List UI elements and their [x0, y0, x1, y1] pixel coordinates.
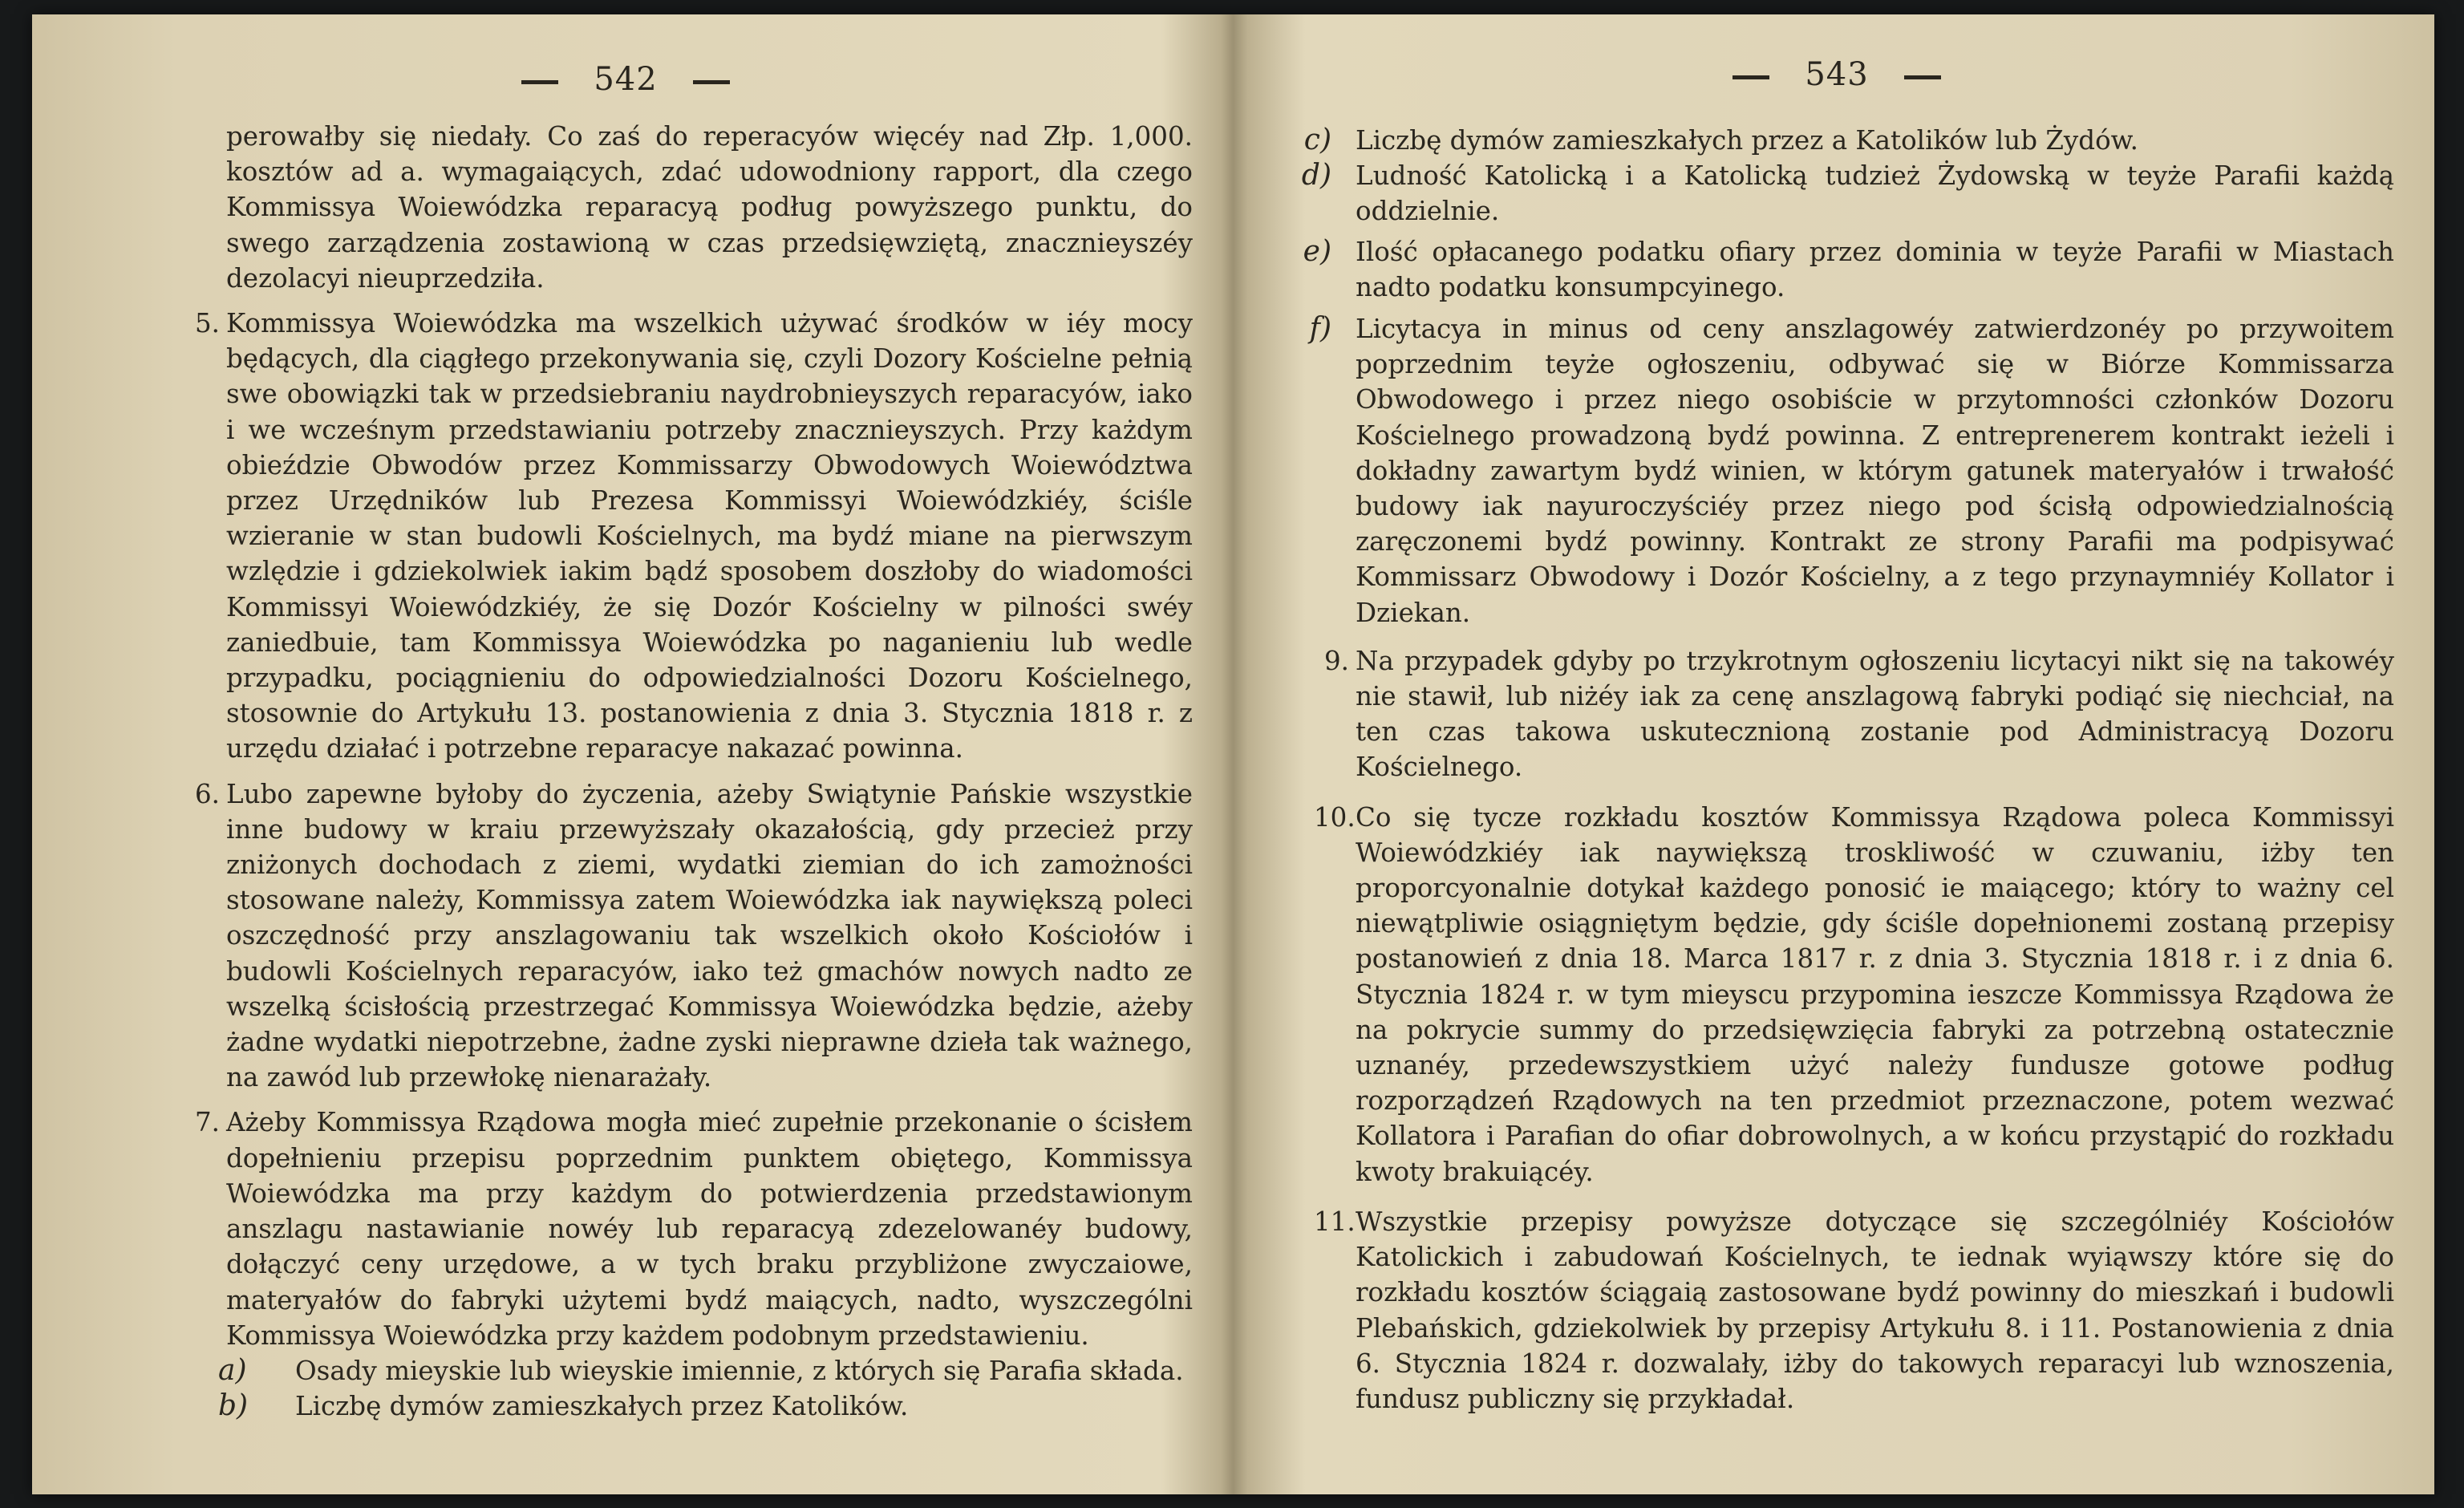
page-number-right — [1239, 56, 2434, 93]
paragraph-number: 7. — [194, 1107, 220, 1138]
paragraph-text: Lubo zapewne byłoby do życzenia, ażeby Swiątynie Pańskie wszystkie inne budowy w kraiu przewyższały okazałością, gdy przecież przy zniżonych dochodach z ziemi, wydatki ziemian do ich zamożności stosowane należy, Kommissya zatem Woiewódzka iak naywiększą poleci oszczędność przy anszlagowaniu tak wszelkich około Kościołów i budowli Kościelnych reparacyów, iako też gmachów nowych nadto ze wszelką ścisłością przestrzegać Kommissya Woiewódzka będzie, ażeby żadne wydatki niepotrzebne, żadne zyski nieprawne dzieła tak ważnego, na zawód lub przewłokę nienarażały. — [226, 778, 1193, 1093]
sub-item-label: f) — [1309, 312, 1331, 346]
dash-ornament — [693, 80, 730, 84]
sub-item-a — [218, 1353, 1193, 1388]
sub-item-label: a) — [218, 1353, 247, 1387]
sub-item-text: Ludność Katolicką i a Katolicką tudzież Żydowską w teyże Parafii każdą oddzielnie. — [1356, 160, 2394, 227]
left-page — [32, 14, 1219, 1494]
sub-item-label: c) — [1303, 124, 1331, 156]
right-page — [1239, 14, 2434, 1494]
paragraph-5 — [194, 306, 1193, 767]
sub-item-text: Liczbę dymów zamieszkałych przez Katolików. — [295, 1391, 909, 1422]
right-page-text — [1301, 123, 2394, 1417]
paragraph-number: 11. — [1314, 1206, 1356, 1237]
paragraph-9 — [1323, 643, 2394, 785]
paragraph-text: Co się tycze rozkładu kosztów Kommissya Rządowa poleca Kommissyi Woiewódzkiéy iak naywiększą troskliwość w czuwaniu, iżby ten proporcyonalnie dotykał każdego ponosić ie maiącego; który to ważny cel niewątpliwie osiągniętym będzie, gdy ściśle dopełnionemi zostaną przepisy postanowień z dnia 18. Marca 1817 r. z dnia 3. Stycznia 1818 r. i z dnia 6. Stycznia 1824 r. w tym mieyscu przypomina ieszcze Kommissya Rządowa że na pokrycie summy do przedsięwzięcia fabryki za potrzebną ostatecznie uznanéy, przedewszystkiem użyć należy fundusze gotowe podług rozporządzeń Rządowych na ten przedmiot przeznaczone, potem wezwać Kollatora i Parafian do ofiar dobrowolnych, a w końcu przystąpić do rozkładu kwoty brakuiącéy. — [1356, 801, 2394, 1187]
dash-ornament — [1732, 75, 1769, 79]
paragraph-number: 10. — [1314, 801, 1356, 833]
paragraph-text: Na przypadek gdyby po trzykrotnym ogłoszeniu licytacyi nikt się na takowéy nie stawił, lub niżéy iak za cenę anszlagową fabryki podiąć się niechciał, na ten czas takowa uskutecznioną zostanie pod Administracyą Dozoru Kościelnego. — [1356, 645, 2394, 783]
sub-item-f — [1309, 311, 2394, 630]
left-page-text — [194, 119, 1193, 1424]
dash-ornament — [1904, 75, 1941, 79]
page-number-left — [32, 61, 1219, 98]
paragraph-text: Wszystkie przepisy powyższe dotyczące się szczególniéy Kościołów Katolickich i zabudowań Kościelnych, te iednak wyiąwszy które się do rozkładu kosztów ściągaią zastosowane bydź powinny do mieszkań i budowli Plebańskich, gdziekolwiek by przepisy Artykułu 8. i 11. Postanowienia z dnia 6. Stycznia 1824 r. dozwalały, iżby do takowych reparacyi lub wznoszenia, fundusz publiczny się przykładał. — [1356, 1206, 2394, 1414]
sub-item-text: Ilość opłacanego podatku ofiary przez dominia w teyże Parafii w Miastach nadto podatku konsumpcyinego. — [1356, 236, 2394, 302]
sub-item-c — [1303, 123, 2394, 158]
paragraph-11 — [1314, 1204, 2394, 1417]
paragraph-text: Kommissya Woiewódzka ma wszelkich używać środków w iéy mocy będących, dla ciągłego przekonywania się, czyli Dozory Kościelne pełnią swe obowiązki tak w przedsiebraniu naydrobnieyszych reparacyów, iako i we wcześnym przedstawianiu potrzeby znacznieyszych. Przy każdym obieździe Obwodów przez Kommissarzy Obwodowych Woiewództwa przez Urzędników lub Prezesa Kommissyi Woiewódzkiéy, ściśle wzieranie w stan budowli Kościelnych, ma bydź miane na pierwszym wzlędzie i gdziekolwiek iakim bądź sposobem doszłoby do wiadomości Kommissyi Woiewódzkiéy, że się Dozór Kościelny w pilności swéy zaniedbuie, tam Kommissya Woiewódzka po naganieniu lub wedle przypadku, pociągnieniu do odpowiedzialności Dozoru Kościelnego, stosownie do Artykułu 13. postanowienia z dnia 3. Stycznia 1818 r. z urzędu działać i potrzebne reparacye nakazać powinna. — [226, 308, 1193, 764]
paragraph-number: 6. — [194, 778, 220, 809]
paragraph-text: Ażeby Kommissya Rządowa mogła mieć zupełnie przekonanie o ścisłem dopełnieniu przepisu poprzednim punktem obiętego, Kommissya Woiewódzka ma przy każdym do potwierdzenia przedstawionym anszlagu nastawianie nowéy lub reparacyą zdezelowanéy budowy, dołączyć ceny urzędowe, a w tych braku przybliżone zwyczaiowe, materyałów do fabryki użytemi bydź maiących, nadto, wyszczególni Kommissya Woiewódzka przy każdem podobnym przedstawieniu. — [226, 1107, 1193, 1351]
sub-item-text: Liczbę dymów zamieszkałych przez a Katolików lub Żydów. — [1356, 125, 2138, 156]
sub-item-b — [218, 1388, 1193, 1424]
page-number-text: 542 — [594, 61, 658, 98]
page-number-text: 543 — [1805, 56, 1869, 93]
sub-item-d — [1301, 158, 2394, 229]
paragraph-text: perowałby się niedały. Co zaś do reperacyów więcéy nad Złp. 1,000. kosztów ad a. wymagaiących, zdać udowodniony rapport, dla czego Kommissya Woiewódzka reparacyą podług powyższego punktu, do swego zarządzenia zostawioną w czas przedsięwziętą, znacznieyszéy dezolacyi nieuprzedziła. — [226, 121, 1193, 294]
paragraph-7 — [194, 1105, 1193, 1352]
book-spread — [32, 14, 2434, 1494]
sub-item-text: Osady mieyskie lub wieyskie imiennie, z których się Parafia składa. — [295, 1355, 1184, 1386]
sub-item-label: d) — [1301, 159, 1331, 193]
paragraph-10 — [1314, 800, 2394, 1190]
sub-item-text: Licytacya in minus od ceny anszlagowéy zatwierdzonéy po przywoitem poprzednim teyże ogłoszeniu, odbywać się w Biórze Kommissarza Obwodowego i przez niego osobiście w przytomności członków Dozoru Kościelnego prowadzoną bydź powinna. Z entreprenerem kontrakt ieżeli i dokładny zawartym bydź winien, w którym gatunek materyałów i trwałość budowy iak nayuroczyściéy przez niego pod ścisłą odpowiedzialnością zaręczonemi bydź powinny. Kontrakt ze strony Parafii ma podpisywać Kommissarz Obwodowy i Dozór Kościelny, a z tego przynaymniéy Kollator i Dziekan. — [1356, 314, 2394, 628]
paragraph-continuation — [226, 119, 1193, 296]
paragraph-6 — [194, 776, 1193, 1096]
sub-item-label: b) — [218, 1389, 249, 1423]
dash-ornament — [521, 80, 558, 84]
paragraph-number: 9. — [1323, 645, 1349, 676]
paragraph-number: 5. — [194, 308, 220, 339]
sub-item-label: e) — [1303, 234, 1331, 268]
sub-item-e — [1303, 234, 2394, 305]
